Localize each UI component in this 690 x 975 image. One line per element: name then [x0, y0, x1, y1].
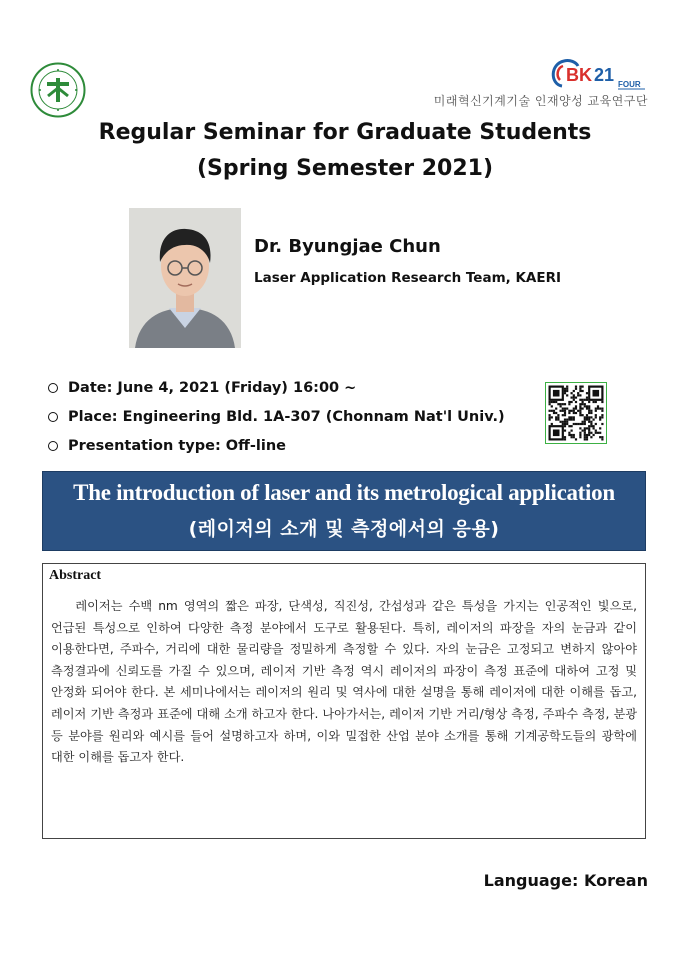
language-note: Language: Korean: [483, 871, 648, 890]
abstract-heading: Abstract: [49, 568, 102, 583]
bk-program-name: 미래혁신기계기술 인재양성 교육연구단: [433, 94, 648, 108]
bullet-icon: [48, 441, 58, 451]
seminar-details: [48, 373, 505, 460]
bullet-icon: [48, 412, 58, 422]
bk-logo-letters: BK: [566, 65, 592, 85]
speaker-affiliation: Laser Application Research Team, KAERI: [254, 270, 562, 286]
bk-logo-number: 21: [594, 65, 615, 85]
speaker-photo: [129, 208, 241, 348]
speaker-name: Dr. Byungjae Chun: [254, 236, 441, 257]
page-title: Regular Seminar for Graduate Students: [98, 120, 592, 145]
detail-presentation-type-text: Presentation type: Off-line: [68, 437, 286, 454]
qr-code-icon[interactable]: [545, 382, 607, 444]
detail-place: [48, 402, 505, 431]
university-logo: [30, 62, 86, 118]
page-subtitle: (Spring Semester 2021): [196, 156, 494, 181]
talk-title-banner: [42, 471, 646, 551]
talk-title-english: The introduction of laser and its metrological application: [73, 480, 615, 505]
bk21-logo: [548, 56, 648, 90]
detail-place-text: Place: Engineering Bld. 1A-307 (Chonnam Nat'l Univ.): [68, 408, 505, 425]
detail-date: [48, 373, 505, 402]
bk-logo-suffix: FOUR: [618, 80, 641, 89]
bullet-icon: [48, 383, 58, 393]
detail-presentation-type: [48, 431, 505, 460]
talk-title-korean: (레이저의 소개 및 측정에서의 응용): [188, 518, 500, 540]
abstract-box: [42, 563, 646, 839]
detail-date-text: Date: June 4, 2021 (Friday) 16:00 ~: [68, 379, 357, 396]
abstract-body: 레이저는 수백 nm 영역의 짧은 파장, 단색성, 직진성, 간섭성과 같은 특성을 가지는 인공적인 빛으로, 언급된 특성으로 인하여 다양한 측정 분야에서 도구로 활용된다. 특히, 레이저의 파장을 자의 눈금과 같이 이용한다면, 주파수, 거리에 대한 물리량을 정밀하게 측정할 수 있다. 자의 눈금은 고정되고 변하지 않아야 측정결과에 신뢰도를 가질 수 있으며, 레이저 기반 측정 역시 레이저의 파장이 측정 표준에 대하여 고정 및 안정화 되어야 한다. 본 세미나에서는 레이저의 원리 및 역사에 대한 설명을 통해 레이저에 대한 이해를 돕고, 레이저 기반 측정과 표준에 대해 소개 하고자 한다. 나아가서는, 레이저 기반 거리/형상 측정, 주파수 측정, 분광 등 분야를 원리와 예시를 들어 설명하고자 하며, 이와 밀접한 산업 분야 소개를 통해 기계공학도들의 광학에 대한 이해를 돕고자 한다.: [51, 599, 637, 765]
